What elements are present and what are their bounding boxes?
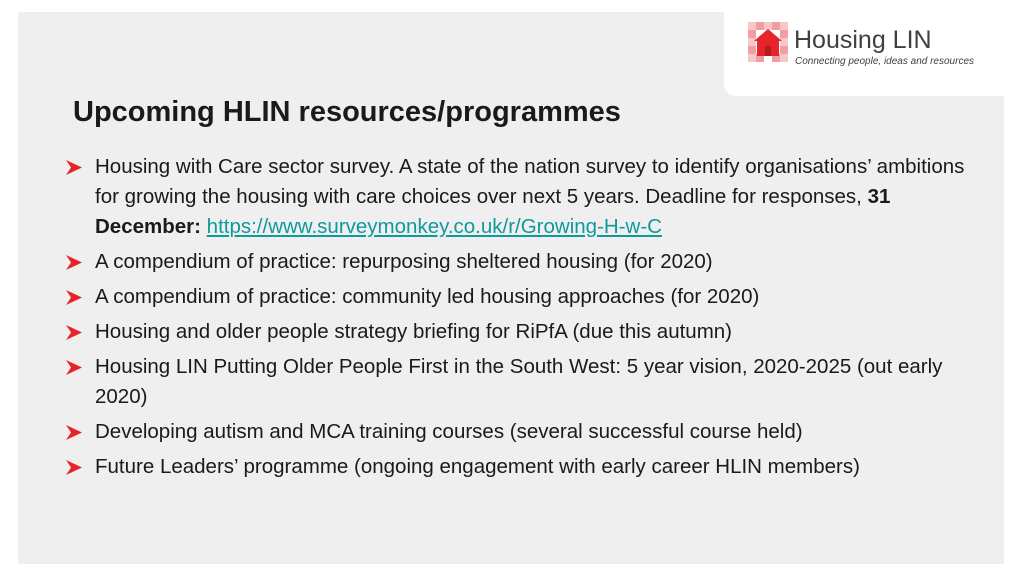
list-item-text: Housing and older people strategy briefing for RiPfA (due this autumn) — [95, 320, 733, 343]
logo-tagline: Connecting people, ideas and resources — [795, 56, 975, 67]
list-item — [66, 282, 966, 312]
survey-link[interactable]: https://www.surveymonkey.co.uk/r/Growing-H-w-C — [206, 215, 662, 238]
housing-lin-logo-icon — [748, 22, 788, 62]
survey-description: Housing with Care sector survey. A state of the nation survey to identify organisations’ ambitions for growing the housing with care choices over next 5 years. Deadline for responses, — [95, 155, 965, 208]
list-item-text: Housing LIN Putting Older People First in the South West: 5 year vision, 2020-2025 (out early 2020) — [95, 355, 943, 408]
arrow-bullet-icon — [66, 290, 82, 305]
logo-panel — [724, 12, 1004, 96]
arrow-bullet-icon — [66, 360, 82, 375]
page-title: Upcoming HLIN resources/programmes — [73, 96, 621, 128]
list-item — [66, 417, 966, 447]
list-item — [66, 247, 966, 277]
arrow-bullet-icon — [66, 255, 82, 270]
resource-list — [66, 152, 966, 487]
list-item-text: Future Leaders’ programme (ongoing engagement with early career HLIN members) — [95, 455, 860, 478]
logo-name: Housing LIN — [794, 26, 932, 54]
list-item-text: Developing autism and MCA training courses (several successful course held) — [95, 420, 803, 443]
list-item-text: A compendium of practice: repurposing sheltered housing (for 2020) — [95, 250, 713, 273]
list-item-text: A compendium of practice: community led housing approaches (for 2020) — [95, 285, 760, 308]
arrow-bullet-icon — [66, 160, 82, 175]
arrow-bullet-icon — [66, 460, 82, 475]
arrow-bullet-icon — [66, 425, 82, 440]
list-item — [66, 152, 966, 242]
list-item — [66, 352, 966, 412]
arrow-bullet-icon — [66, 325, 82, 340]
list-item — [66, 452, 966, 482]
list-item — [66, 317, 966, 347]
survey-deadline: 31 December: — [95, 185, 891, 238]
